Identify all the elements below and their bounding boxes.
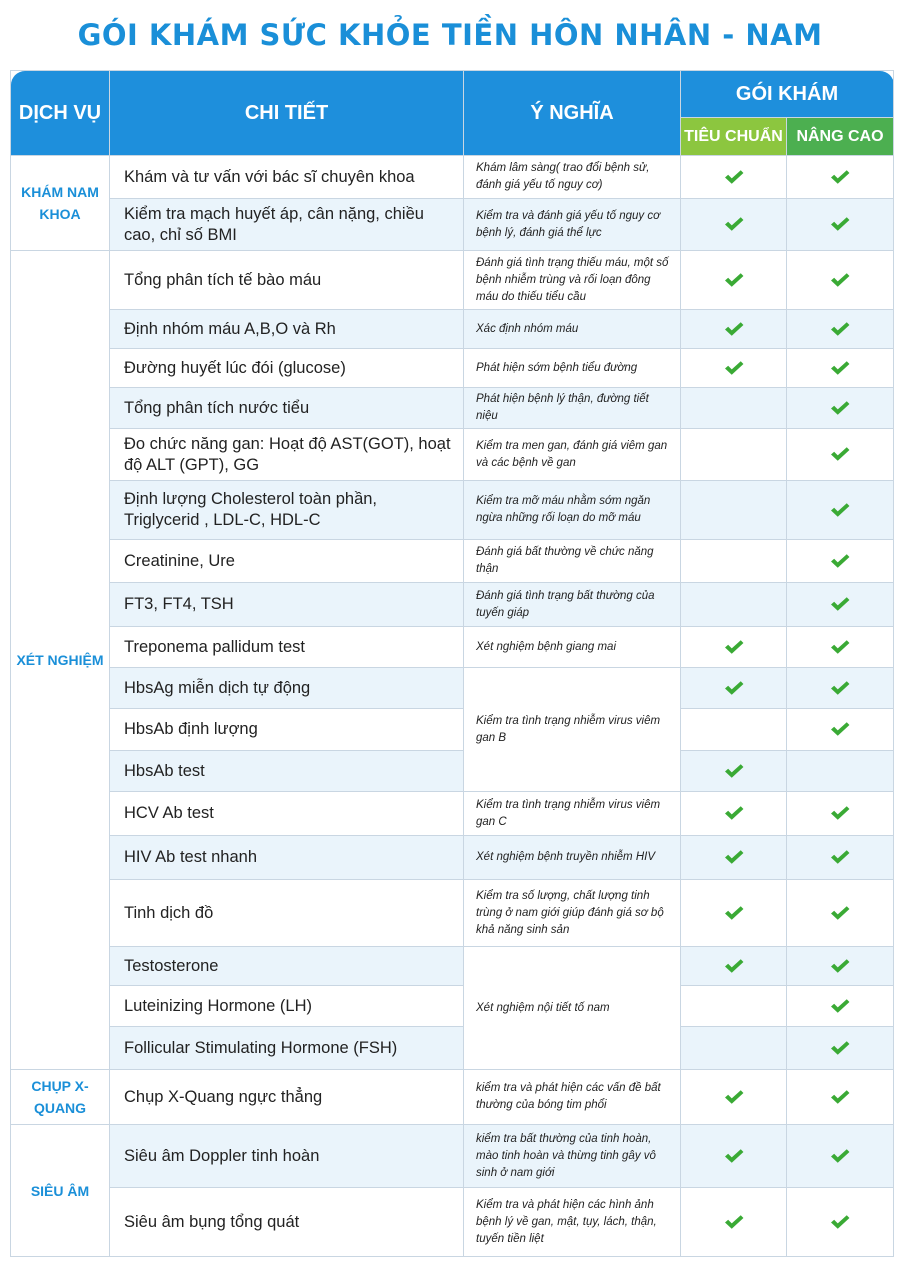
check-icon [829, 638, 851, 656]
meaning-cell: Đánh giá bất thường về chức năng thận [464, 540, 681, 583]
detail-cell: Creatinine, Ure [110, 540, 464, 583]
check-icon [829, 1147, 851, 1165]
meaning-cell: Kiểm tra mỡ máu nhằm sớm ngăn ngừa những rối loạn do mỡ máu [464, 481, 681, 540]
table-row [11, 349, 894, 388]
advanced-cell [787, 540, 894, 583]
check-icon [829, 1039, 851, 1057]
detail-cell: Testosterone [110, 947, 464, 986]
group-label-x-quang: CHỤP X-QUANG [11, 1070, 110, 1125]
standard-cell [681, 836, 787, 880]
package-table [10, 70, 894, 1257]
table-row [11, 429, 894, 481]
check-icon [829, 957, 851, 975]
check-icon [829, 320, 851, 338]
standard-cell [681, 349, 787, 388]
advanced-cell [787, 709, 894, 751]
header-detail: CHI TIẾT [110, 71, 464, 156]
standard-cell [681, 251, 787, 310]
standard-cell [681, 583, 787, 627]
meaning-cell: kiểm tra bất thường của tinh hoàn, mào tinh hoàn và thừng tinh gây vô sinh ở nam giới [464, 1125, 681, 1188]
check-icon [723, 271, 745, 289]
table-row [11, 986, 894, 1027]
standard-cell [681, 947, 787, 986]
advanced-cell [787, 792, 894, 836]
group-label-sieu-am: SIÊU ÂM [11, 1125, 110, 1257]
check-icon [723, 804, 745, 822]
standard-cell [681, 709, 787, 751]
advanced-cell [787, 880, 894, 947]
table-row [11, 583, 894, 627]
advanced-cell [787, 310, 894, 349]
advanced-cell [787, 1125, 894, 1188]
check-icon [829, 359, 851, 377]
detail-cell: Kiểm tra mạch huyết áp, cân nặng, chiều cao, chỉ số BMI [110, 199, 464, 251]
check-icon [829, 679, 851, 697]
standard-cell [681, 751, 787, 792]
meaning-cell: Kiểm tra số lượng, chất lượng tinh trùng ở nam giới giúp đánh giá sơ bộ khả năng sinh sản [464, 880, 681, 947]
advanced-cell [787, 481, 894, 540]
check-icon [723, 679, 745, 697]
table-row [11, 1188, 894, 1257]
check-icon [723, 359, 745, 377]
table-row [11, 310, 894, 349]
page-title: GÓI KHÁM SỨC KHỎE TIỀN HÔN NHÂN - NAM [77, 18, 823, 52]
standard-cell [681, 1188, 787, 1257]
advanced-cell [787, 583, 894, 627]
meaning-cell: Kiểm tra và đánh giá yếu tố nguy cơ bệnh lý, đánh giá thể lực [464, 199, 681, 251]
meaning-cell: Kiểm tra tình trạng nhiễm virus viêm gan B [464, 668, 681, 792]
check-icon [829, 168, 851, 186]
detail-cell: Luteinizing Hormone (LH) [110, 986, 464, 1027]
advanced-cell [787, 429, 894, 481]
detail-cell: FT3, FT4, TSH [110, 583, 464, 627]
header-standard: TIÊU CHUẨN [681, 118, 787, 156]
check-icon [829, 997, 851, 1015]
detail-cell: Siêu âm bụng tổng quát [110, 1188, 464, 1257]
advanced-cell [787, 668, 894, 709]
advanced-cell [787, 751, 894, 792]
check-icon [829, 595, 851, 613]
advanced-cell [787, 156, 894, 199]
check-icon [723, 1088, 745, 1106]
detail-cell: HbsAg miễn dịch tự động [110, 668, 464, 709]
meaning-cell: kiểm tra và phát hiện các vấn đề bất thường của bóng tim phổi [464, 1070, 681, 1125]
table-row [11, 199, 894, 251]
detail-cell: Định nhóm máu A,B,O và Rh [110, 310, 464, 349]
check-icon [723, 904, 745, 922]
meaning-cell: Xác định nhóm máu [464, 310, 681, 349]
standard-cell [681, 627, 787, 668]
advanced-cell [787, 349, 894, 388]
standard-cell [681, 1027, 787, 1070]
table-row [11, 751, 894, 792]
check-icon [829, 904, 851, 922]
group-label-nam-khoa: KHÁM NAM KHOA [11, 156, 110, 251]
detail-cell: HbsAb định lượng [110, 709, 464, 751]
table-row [11, 156, 894, 199]
check-icon [829, 215, 851, 233]
detail-cell: HCV Ab test [110, 792, 464, 836]
check-icon [723, 1147, 745, 1165]
meaning-cell: Khám lâm sàng( trao đổi bệnh sử, đánh giá yếu tố nguy cơ) [464, 156, 681, 199]
advanced-cell [787, 986, 894, 1027]
meaning-cell: Kiểm tra men gan, đánh giá viêm gan và các bệnh về gan [464, 429, 681, 481]
check-icon [723, 1213, 745, 1231]
table-row [11, 709, 894, 751]
detail-cell: Tổng phân tích nước tiểu [110, 388, 464, 429]
check-icon [829, 501, 851, 519]
check-icon [829, 720, 851, 738]
check-icon [829, 804, 851, 822]
standard-cell [681, 540, 787, 583]
advanced-cell [787, 199, 894, 251]
header-service: DỊCH VỤ [11, 71, 110, 156]
standard-cell [681, 481, 787, 540]
table-row [11, 947, 894, 986]
check-icon [723, 638, 745, 656]
meaning-cell: Đánh giá tình trạng thiếu máu, một số bệnh nhiễm trùng và rối loạn đông máu do thiếu tiểu cầu [464, 251, 681, 310]
meaning-cell: Xét nghiệm bệnh giang mai [464, 627, 681, 668]
table-row [11, 540, 894, 583]
advanced-cell [787, 251, 894, 310]
detail-cell: Đường huyết lúc đói (glucose) [110, 349, 464, 388]
check-icon [829, 445, 851, 463]
advanced-cell [787, 1188, 894, 1257]
table-row [11, 251, 894, 310]
advanced-cell [787, 1027, 894, 1070]
detail-cell: HIV Ab test nhanh [110, 836, 464, 880]
detail-cell: Siêu âm Doppler tinh hoàn [110, 1125, 464, 1188]
table-row [11, 388, 894, 429]
meaning-cell: Phát hiện bệnh lý thận, đường tiết niệu [464, 388, 681, 429]
check-icon [829, 399, 851, 417]
check-icon [723, 215, 745, 233]
table-row [11, 627, 894, 668]
advanced-cell [787, 836, 894, 880]
standard-cell [681, 310, 787, 349]
table-row [11, 792, 894, 836]
check-icon [829, 848, 851, 866]
meaning-cell: Phát hiện sớm bệnh tiểu đường [464, 349, 681, 388]
advanced-cell [787, 388, 894, 429]
standard-cell [681, 1070, 787, 1125]
group-label-xet-nghiem: XÉT NGHIỆM [11, 251, 110, 1070]
check-icon [723, 762, 745, 780]
standard-cell [681, 986, 787, 1027]
detail-cell: Định lượng Cholesterol toàn phần, Triglycerid , LDL-C, HDL-C [110, 481, 464, 540]
check-icon [829, 1213, 851, 1231]
detail-cell: Khám và tư vấn với bác sĩ chuyên khoa [110, 156, 464, 199]
header-meaning: Ý NGHĨA [464, 71, 681, 156]
check-icon [723, 848, 745, 866]
detail-cell: Follicular Stimulating Hormone (FSH) [110, 1027, 464, 1070]
table-row [11, 481, 894, 540]
standard-cell [681, 792, 787, 836]
detail-cell: Chụp X-Quang ngực thẳng [110, 1070, 464, 1125]
advanced-cell [787, 947, 894, 986]
standard-cell [681, 429, 787, 481]
standard-cell [681, 880, 787, 947]
check-icon [723, 168, 745, 186]
meaning-cell: Xét nghiệm nội tiết tố nam [464, 947, 681, 1070]
check-icon [829, 1088, 851, 1106]
standard-cell [681, 156, 787, 199]
header-package: GÓI KHÁM [681, 71, 894, 118]
detail-cell: HbsAb test [110, 751, 464, 792]
meaning-cell: Xét nghiệm bệnh truyền nhiễm HIV [464, 836, 681, 880]
detail-cell: Tổng phân tích tế bào máu [110, 251, 464, 310]
table-row [11, 836, 894, 880]
meaning-cell: Kiểm tra tình trạng nhiễm virus viêm gan C [464, 792, 681, 836]
meaning-cell: Đánh giá tình trạng bất thường của tuyến giáp [464, 583, 681, 627]
standard-cell [681, 388, 787, 429]
advanced-cell [787, 627, 894, 668]
standard-cell [681, 1125, 787, 1188]
advanced-cell [787, 1070, 894, 1125]
check-icon [829, 552, 851, 570]
check-icon [723, 320, 745, 338]
detail-cell: Đo chức năng gan: Hoạt độ AST(GOT), hoạt độ ALT (GPT), GG [110, 429, 464, 481]
standard-cell [681, 668, 787, 709]
check-icon [723, 957, 745, 975]
table-row [11, 1027, 894, 1070]
check-icon [829, 271, 851, 289]
table-row [11, 668, 894, 709]
meaning-cell: Kiểm tra và phát hiện các hình ảnh bệnh lý về gan, mật, tụy, lách, thận, tuyến tiền liệt [464, 1188, 681, 1257]
header-advanced: NÂNG CAO [787, 118, 894, 156]
standard-cell [681, 199, 787, 251]
table-row [11, 880, 894, 947]
table-row [11, 1070, 894, 1125]
detail-cell: Tinh dịch đồ [110, 880, 464, 947]
detail-cell: Treponema pallidum test [110, 627, 464, 668]
table-row [11, 1125, 894, 1188]
